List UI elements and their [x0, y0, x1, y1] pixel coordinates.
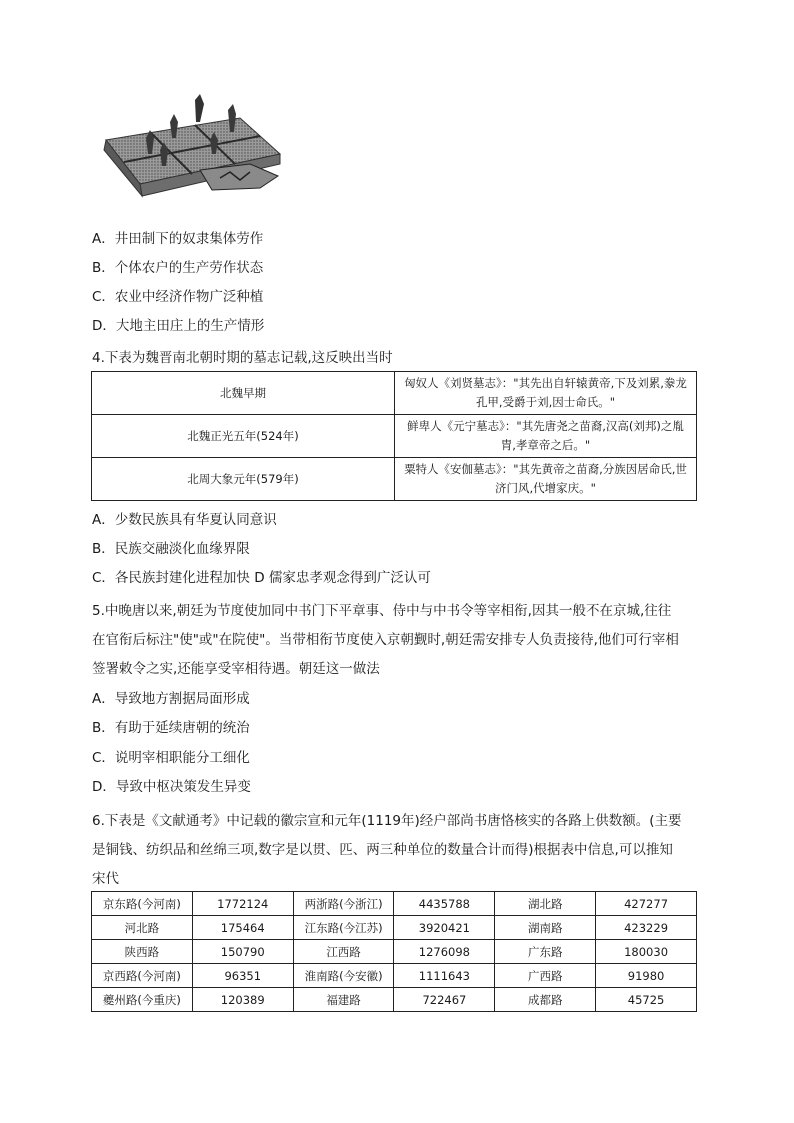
table-row: [92, 372, 697, 415]
table-cell-amount: 120389: [192, 988, 293, 1012]
table-row: [92, 988, 697, 1012]
table-cell-route: 福建路: [293, 988, 394, 1012]
q3-option-a: A．井田制下的奴隶集体劳作: [92, 231, 264, 247]
q6-stem-line1: 6.下表是《文献通考》中记载的徽宗宣和元年(1119年)经户部尚书唐恪核实的各路上供数额。(主要: [92, 813, 682, 829]
table-cell-route: 陕西路: [92, 940, 193, 964]
table-row: [92, 415, 697, 458]
table-cell-amount: 427277: [596, 892, 697, 916]
q6-stem-line3: 宋代: [92, 871, 119, 887]
table-cell-route: 湖南路: [495, 916, 596, 940]
table-cell-amount: 4435788: [394, 892, 495, 916]
table-cell-text: 鲜卑人《元宁墓志》："其先唐尧之苗裔,汉高(刘邦)之胤胄,孝章帝之后。": [395, 415, 697, 458]
table-cell-amount: 180030: [596, 940, 697, 964]
bronze-farming-model-image: [100, 92, 292, 202]
q5-stem-line3: 签署敕令之实,还能享受宰相待遇。朝廷这一做法: [92, 661, 380, 677]
table-cell-route: 京西路(今河南): [92, 964, 193, 988]
q5-stem-line1: 5.中晚唐以来,朝廷为节度使加同中书门下平章事、侍中与中书令等宰相衔,因其一般不在京城,往往: [92, 603, 672, 619]
table-cell-amount: 175464: [192, 916, 293, 940]
table-cell-amount: 3920421: [394, 916, 495, 940]
table-cell-amount: 1772124: [192, 892, 293, 916]
table-cell-period: 北魏早期: [92, 372, 395, 415]
q4-option-a: A．少数民族具有华夏认同意识: [92, 512, 277, 528]
table-cell-amount: 91980: [596, 964, 697, 988]
q5-option-b: B．有助于延续唐朝的统治: [92, 720, 250, 736]
q4-option-b: B．民族交融淡化血缘界限: [92, 541, 250, 557]
table-cell-route: 两浙路(今浙江): [293, 892, 394, 916]
table-cell-period: 北魏正光五年(524年): [92, 415, 395, 458]
table-cell-route: 淮南路(今安徽): [293, 964, 394, 988]
q3-option-b: B．个体农户的生产劳作状态: [92, 260, 264, 276]
table-row: [92, 916, 697, 940]
q3-option-c: C．农业中经济作物广泛种植: [92, 289, 264, 305]
table-cell-route: 成都路: [495, 988, 596, 1012]
table-row: [92, 892, 697, 916]
table-row: [92, 458, 697, 501]
q4-epitaph-table: [91, 371, 697, 501]
q3-option-d: D．大地主田庄上的生产情形: [92, 318, 265, 334]
table-cell-amount: 150790: [192, 940, 293, 964]
q5-option-d: D．导致中枢决策发生异变: [92, 779, 251, 795]
table-cell-route: 江西路: [293, 940, 394, 964]
table-cell-amount: 423229: [596, 916, 697, 940]
table-cell-route: 江东路(今江苏): [293, 916, 394, 940]
q6-tribute-table: [91, 891, 697, 1012]
table-cell-amount: 96351: [192, 964, 293, 988]
table-cell-route: 夔州路(今重庆): [92, 988, 193, 1012]
table-cell-route: 河北路: [92, 916, 193, 940]
table-cell-amount: 1111643: [394, 964, 495, 988]
table-cell-amount: 1276098: [394, 940, 495, 964]
table-cell-route: 广东路: [495, 940, 596, 964]
table-cell-route: 广西路: [495, 964, 596, 988]
table-cell-amount: 722467: [394, 988, 495, 1012]
q4-option-c-d: C．各民族封建化进程加快 D 儒家忠孝观念得到广泛认可: [92, 570, 431, 586]
table-cell-period: 北周大象元年(579年): [92, 458, 395, 501]
table-cell-route: 京东路(今河南): [92, 892, 193, 916]
q5-option-a: A．导致地方割据局面形成: [92, 691, 250, 707]
table-cell-text: 粟特人《安伽墓志》："其先黄帝之苗裔,分族因居命氏,世济门风,代增家庆。": [395, 458, 697, 501]
q5-stem-line2: 在官衔后标注"使"或"在院使"。当带相衔节度使入京朝觐时,朝廷需安排专人负责接待,他们可行宰相: [92, 632, 679, 648]
q6-stem-line2: 是铜钱、纺织品和丝绵三项,数字是以贯、匹、两三种单位的数量合计而得)根据表中信息,可以推知: [92, 842, 673, 858]
q5-option-c: C．说明宰相职能分工细化: [92, 750, 250, 766]
q4-stem: 4.下表为魏晋南北朝时期的墓志记载,这反映出当时: [92, 350, 393, 366]
table-cell-amount: 45725: [596, 988, 697, 1012]
table-row: [92, 940, 697, 964]
table-cell-text: 匈奴人《刘贤墓志》："其先出自轩辕黄帝,下及刘累,豢龙孔甲,受爵于刘,因士命氏。": [395, 372, 697, 415]
table-row: [92, 964, 697, 988]
table-cell-route: 湖北路: [495, 892, 596, 916]
